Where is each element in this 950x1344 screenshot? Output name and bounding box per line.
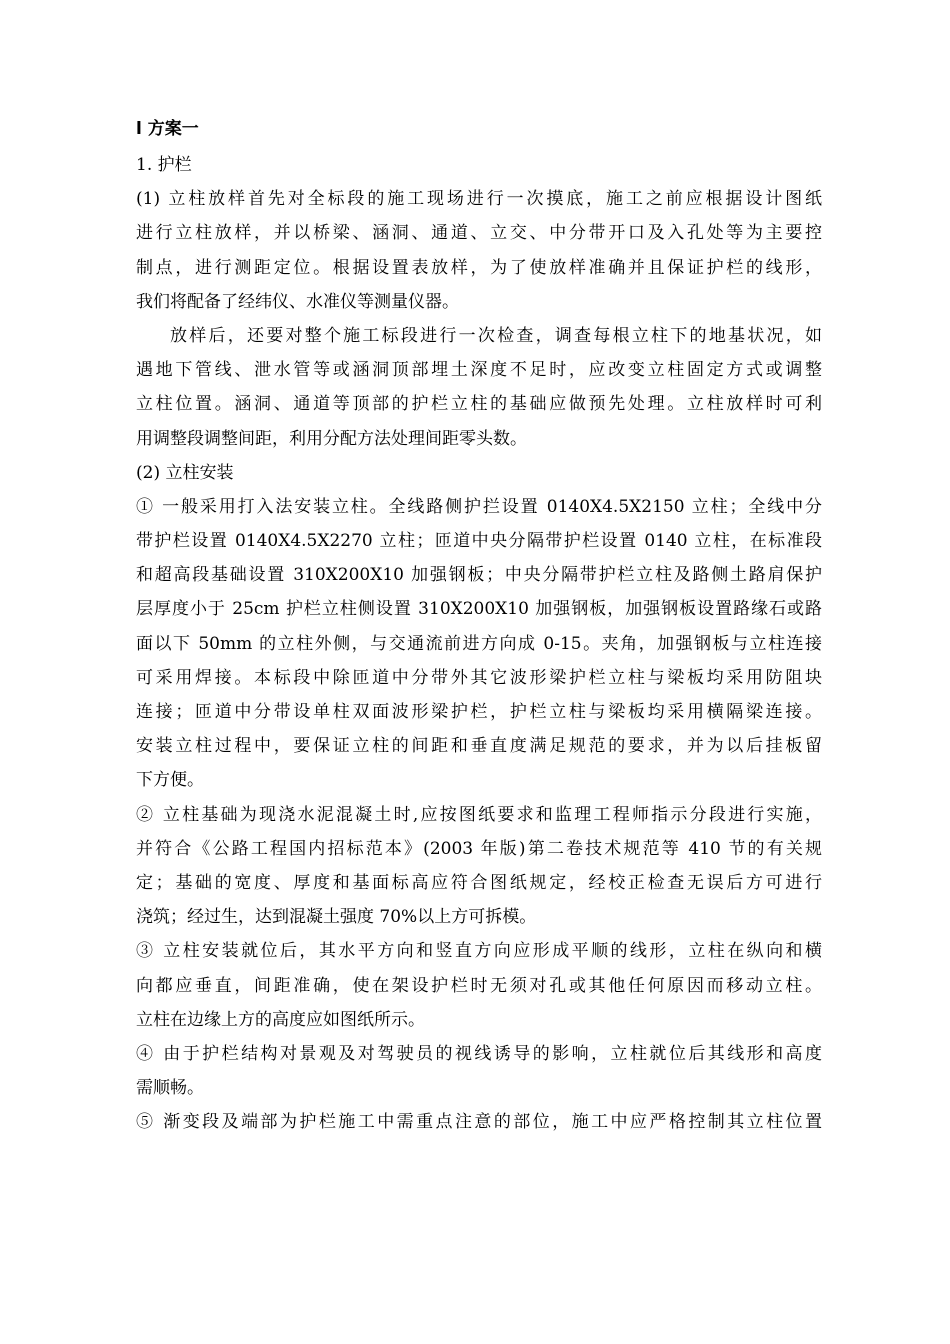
- text-line: 并符合《公路工程国内招标范本》(2003 年版)第二卷技术规范等 410 节的有关规: [136, 838, 822, 859]
- text-line: 下方便。: [136, 770, 204, 791]
- text-line: ⑤ 渐变段及端部为护栏施工中需重点注意的部位，施工中应严格控制其立柱位置: [136, 1112, 822, 1133]
- text-line: 用调整段调整间距，利用分配方法处理间距零头数。: [136, 428, 527, 449]
- text-line: 1. 护栏: [136, 155, 192, 175]
- text-line: 面以下 50mm 的立柱外侧，与交通流前进方向成 0-15。夹角，加强钢板与立柱连接: [136, 633, 822, 654]
- text-line: (2) 立柱安装: [136, 462, 234, 483]
- text-line: 进行立柱放样，并以桥梁、涵洞、通道、立交、中分带开口及入孔处等为主要控: [136, 223, 822, 244]
- text-line: ④ 由于护栏结构对景观及对驾驶员的视线诱导的影响，立柱就位后其线形和高度: [136, 1043, 822, 1064]
- text-line: 层厚度小于 25cm 护栏立柱侧设置 310X200X10 加强钢板，加强钢板设置路缘石或路: [136, 599, 822, 620]
- text-line: 定；基础的宽度、厚度和基面标高应符合图纸规定，经校正检查无误后方可进行: [136, 872, 822, 893]
- document-body: [136, 114, 822, 1139]
- text-line: 制点，进行测距定位。根据设置表放样，为了使放样准确并且保证护栏的线形，: [136, 257, 822, 278]
- text-line: 需顺畅。: [136, 1078, 204, 1099]
- text-line: 立柱在边缘上方的高度应如图纸所示。: [136, 1009, 425, 1030]
- text-line: 和超高段基础设置 310X200X10 加强钢板；中央分隔带护栏立柱及路侧土路肩保护: [136, 565, 822, 586]
- text-line: 立柱位置。涵洞、通道等顶部的护栏立柱的基础应做预先处理。立柱放样时可利: [136, 394, 822, 415]
- text-line: 连接；匝道中分带设单柱双面波形梁护栏，护栏立柱与梁板均采用横隔梁连接。: [136, 702, 822, 722]
- text-line: 我们将配备了经纬仪、水准仪等测量仪器。: [136, 291, 459, 312]
- paragraph-lines: [136, 148, 822, 1139]
- text-line: 放样后，还要对整个施工标段进行一次检查，调查每根立柱下的地基状况，如: [170, 325, 822, 346]
- text-line: 安装立柱过程中，要保证立柱的间距和垂直度满足规范的要求，并为以后挂板留: [136, 736, 822, 757]
- text-line: 可采用焊接。本标段中除匝道中分带外其它波形梁护栏立柱与梁板均采用防阻块: [136, 667, 822, 688]
- text-line: 向都应垂直，间距准确，使在架设护栏时无须对孔或其他任何原因而移动立柱。: [136, 975, 822, 996]
- text-line: (1) 立柱放样首先对全标段的施工现场进行一次摸底，施工之前应根据设计图纸: [136, 189, 822, 210]
- text-line: 带护栏设置 0140X4.5X2270 立柱；匝道中央分隔带护栏设置 0140 立柱，在标准段: [136, 531, 822, 552]
- section-heading: l 方案一: [136, 119, 199, 139]
- text-line: 遇地下管线、泄水管等或涵洞顶部埋土深度不足时，应改变立柱固定方式或调整: [136, 360, 822, 381]
- text-line: ① 一般采用打入法安装立柱。全线路侧护拦设置 0140X4.5X2150 立柱；全线中分: [136, 496, 822, 517]
- text-line: ③ 立柱安装就位后，其水平方向和竖直方向应形成平顺的线形，立柱在纵向和横: [136, 941, 822, 962]
- text-line: ② 立柱基础为现浇水泥混凝土时,应按图纸要求和监理工程师指示分段进行实施，: [136, 804, 822, 825]
- text-line: 浇筑；经过生，达到混凝土强度 70%以上方可拆模。: [136, 907, 537, 928]
